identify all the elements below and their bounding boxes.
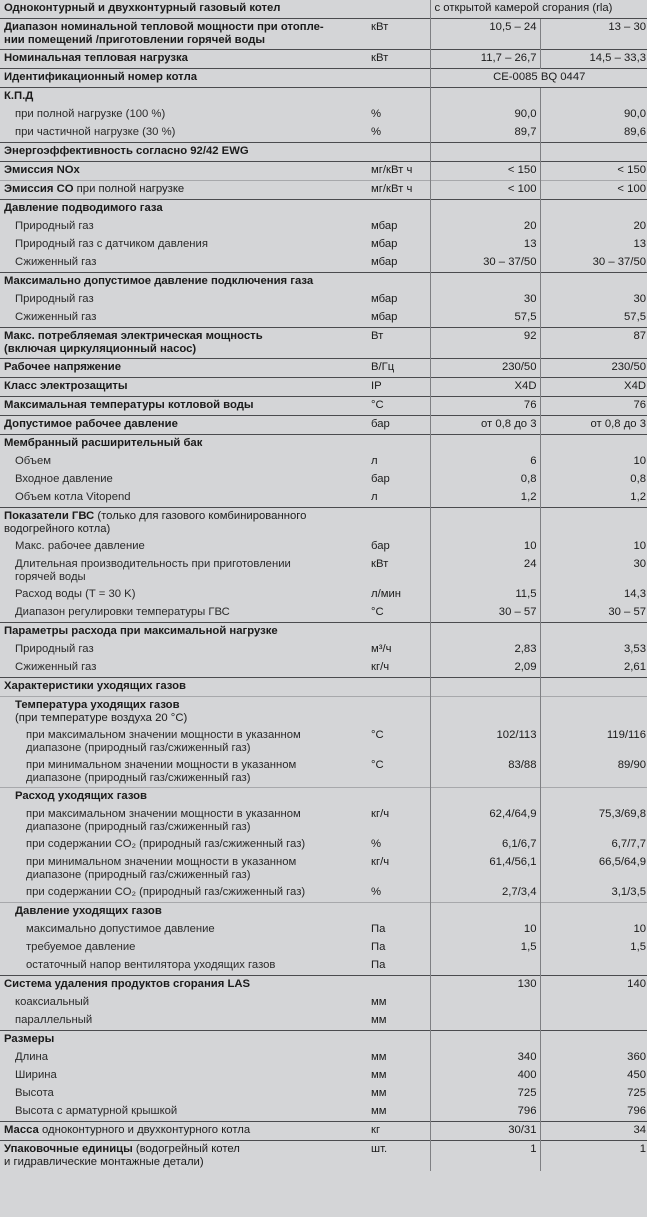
row-value-2: 10 — [540, 921, 647, 939]
row-value-2: 66,5/64,9 — [540, 854, 647, 884]
row-value-2: 30 — [540, 556, 647, 586]
row-label: Сжиженный газ — [15, 256, 97, 268]
row-label-rest: при полной нагрузке — [73, 183, 185, 195]
section-label-rest: (только для газового комбинированного — [94, 510, 307, 522]
table-row — [0, 471, 647, 489]
row-value-2: от 0,8 до 3 — [540, 416, 647, 435]
row-value-1: 24 — [430, 556, 540, 586]
row-value-2: 1 — [540, 1141, 647, 1172]
table-row — [0, 556, 647, 586]
table-row — [0, 254, 647, 273]
row-unit: мм — [371, 996, 387, 1008]
table-row — [0, 1122, 647, 1141]
row-value-1: 20 — [430, 218, 540, 236]
row-unit: мбар — [371, 238, 398, 250]
row-label: Диапазон номинальной тепловой мощности при отопле- — [4, 21, 324, 33]
row-unit: % — [371, 886, 382, 898]
row-unit: Па — [371, 941, 386, 953]
row-value-2: 119/116 — [540, 727, 647, 757]
row-value-1: 0,8 — [430, 471, 540, 489]
row-value-1: 102/113 — [430, 727, 540, 757]
section-row — [0, 273, 647, 292]
section-label: Энергоэффективность согласно 92/42 EWG — [0, 143, 367, 162]
row-unit: мбар — [371, 220, 398, 232]
table-row — [0, 378, 647, 397]
row-unit: мг/кВт ч — [367, 162, 430, 181]
section-label: Мембранный расширительный бак — [0, 435, 367, 454]
table-row — [0, 1049, 647, 1067]
row-label: Эмиссия NOx — [0, 162, 367, 181]
row-value-1 — [430, 957, 540, 976]
row-label: при минимальном значении мощности в указанном — [26, 759, 297, 771]
row-label-line2: диапазоне (природный газ/сжиженный газ) — [26, 742, 251, 754]
row-value-2: 6,7/7,7 — [540, 836, 647, 854]
table-row — [0, 124, 647, 143]
row-value-2: 10 — [540, 538, 647, 556]
table-row — [0, 359, 647, 378]
table-row — [0, 659, 647, 678]
table-row — [0, 453, 647, 471]
row-unit: % — [371, 838, 382, 850]
row-label-line2: диапазоне (природный газ/сжиженный газ) — [26, 772, 251, 784]
row-value-2: 14,3 — [540, 586, 647, 604]
row-value-2: 3,53 — [540, 641, 647, 659]
row-value-1: 62,4/64,9 — [430, 806, 540, 836]
row-value-2: 3,1/3,5 — [540, 884, 647, 903]
row-value-2: 360 — [540, 1049, 647, 1067]
row-label: Масса — [4, 1124, 39, 1136]
row-label-line2: нии помещений /приготовлении горячей воды — [4, 34, 266, 46]
row-value-1: < 150 — [430, 162, 540, 181]
row-label: Номинальная тепловая нагрузка — [0, 50, 367, 69]
row-unit: кВт — [367, 19, 430, 50]
row-label: Эмиссия CO — [4, 183, 74, 195]
row-label: Рабочее напряжение — [0, 359, 367, 378]
row-value-1: 1,2 — [430, 489, 540, 508]
table-row — [0, 218, 647, 236]
row-value-1: 2,09 — [430, 659, 540, 678]
row-unit: мг/кВт ч — [367, 181, 430, 200]
row-unit: мм — [371, 1105, 387, 1117]
row-value-2: 30 – 57 — [540, 604, 647, 623]
table-row — [0, 50, 647, 69]
row-value-1: 1 — [430, 1141, 540, 1172]
row-label: Объем — [15, 455, 51, 467]
table-row — [0, 957, 647, 976]
row-value-2: 57,5 — [540, 309, 647, 328]
row-label-line2: и гидравлические монтажные детали) — [4, 1156, 204, 1168]
subsection-row — [0, 697, 647, 728]
table-row — [0, 1141, 647, 1172]
subsection-label-line2: (при температуре воздуха 20 °C) — [15, 712, 188, 724]
table-row — [0, 1103, 647, 1122]
row-value-1: 61,4/56,1 — [430, 854, 540, 884]
row-value-1: 340 — [430, 1049, 540, 1067]
section-row — [0, 143, 647, 162]
row-unit: % — [371, 126, 382, 138]
row-value-1: 130 — [430, 976, 540, 995]
row-label: параллельный — [15, 1014, 93, 1026]
row-unit: мм — [371, 1087, 387, 1099]
table-row — [0, 162, 647, 181]
table-subtitle: с открытой камерой сгорания (rla) — [430, 0, 647, 19]
row-unit: мм — [371, 1051, 387, 1063]
table-header-row — [0, 0, 647, 19]
subsection-label: Расход уходящих газов — [0, 788, 367, 807]
row-unit: кг — [367, 1122, 430, 1141]
row-value-1: 2,7/3,4 — [430, 884, 540, 903]
row-label-rest: одноконтурного и двухконтурного котла — [38, 1124, 251, 1136]
section-row — [0, 1031, 647, 1050]
section-row — [0, 678, 647, 697]
row-unit: бар — [367, 416, 430, 435]
row-unit: л — [371, 455, 378, 467]
row-label: Входное давление — [15, 473, 113, 485]
row-value-2: 10 — [540, 453, 647, 471]
row-unit: % — [371, 108, 382, 120]
row-label: максимально допустимое давление — [26, 923, 215, 935]
row-value-2: 34 — [540, 1122, 647, 1141]
row-value-2: < 100 — [540, 181, 647, 200]
row-unit — [367, 976, 430, 995]
table-row — [0, 291, 647, 309]
table-title: Одноконтурный и двухконтурный газовый котел — [4, 2, 281, 14]
row-label: Максимальная температуры котловой воды — [0, 397, 367, 416]
subsection-row — [0, 788, 647, 807]
row-value-1: 2,83 — [430, 641, 540, 659]
row-label-rest: (водогрейный котел — [132, 1143, 240, 1155]
row-value-1: < 100 — [430, 181, 540, 200]
row-label: Система удаления продуктов сгорания LAS — [0, 976, 367, 995]
row-value-2: 87 — [540, 328, 647, 359]
row-value-2: < 150 — [540, 162, 647, 181]
row-value-2: 13 – 30 — [540, 19, 647, 50]
table-row — [0, 994, 647, 1012]
row-label: Природный газ с датчиком давления — [15, 238, 208, 250]
section-label-line2: водогрейного котла) — [4, 523, 111, 535]
row-value-2: 90,0 — [540, 106, 647, 124]
row-unit: мбар — [371, 256, 398, 268]
subsection-label: Давление уходящих газов — [0, 903, 367, 922]
row-value-2: 89/90 — [540, 757, 647, 788]
row-value-1: 30 – 37/50 — [430, 254, 540, 273]
row-value-1: 30 — [430, 291, 540, 309]
section-label: Параметры расхода при максимальной нагрузке — [0, 623, 367, 642]
table-row — [0, 884, 647, 903]
subsection-label: Температура уходящих газов — [15, 699, 180, 711]
row-value-2: 140 — [540, 976, 647, 995]
row-unit: Вт — [367, 328, 430, 359]
table-row — [0, 641, 647, 659]
row-value-2: 2,61 — [540, 659, 647, 678]
row-label: Макс. рабочее давление — [15, 540, 145, 552]
row-value-2: 13 — [540, 236, 647, 254]
row-label: Высота с арматурной крышкой — [15, 1105, 178, 1117]
row-unit: бар — [371, 473, 390, 485]
row-value-2: 1,2 — [540, 489, 647, 508]
row-value-2: 450 — [540, 1067, 647, 1085]
row-label: Объем котла Vitopend — [15, 491, 131, 503]
row-label-line2: горячей воды — [15, 571, 86, 583]
row-label: при полной нагрузке (100 %) — [15, 108, 166, 120]
row-value-1: 11,7 – 26,7 — [430, 50, 540, 69]
table-row — [0, 1067, 647, 1085]
table-row — [0, 69, 647, 88]
row-value-1: 230/50 — [430, 359, 540, 378]
row-value-1: 400 — [430, 1067, 540, 1085]
table-row — [0, 181, 647, 200]
row-value-1: 89,7 — [430, 124, 540, 143]
row-label: при максимальном значении мощности в указанном — [26, 808, 301, 820]
table-row — [0, 538, 647, 556]
row-label-line2: диапазоне (природный газ/сжиженный газ) — [26, 821, 251, 833]
row-value-1: 83/88 — [430, 757, 540, 788]
row-unit: кг/ч — [371, 856, 390, 868]
row-unit: IP — [367, 378, 430, 397]
row-value-1: 725 — [430, 1085, 540, 1103]
table-row — [0, 309, 647, 328]
row-value-1: X4D — [430, 378, 540, 397]
table-row — [0, 976, 647, 995]
row-label: Упаковочные единицы — [4, 1143, 133, 1155]
row-label: требуемое давление — [26, 941, 136, 953]
table-row — [0, 757, 647, 788]
row-value-2: 30 — [540, 291, 647, 309]
table-row — [0, 236, 647, 254]
row-value-1: 30 – 57 — [430, 604, 540, 623]
section-label: Показатели ГВС — [4, 510, 95, 522]
table-row — [0, 806, 647, 836]
row-value-1: 10,5 – 24 — [430, 19, 540, 50]
row-unit: мбар — [371, 311, 398, 323]
row-value-2: 20 — [540, 218, 647, 236]
row-value-1: 6,1/6,7 — [430, 836, 540, 854]
section-label: Давление подводимого газа — [0, 200, 367, 219]
row-value-2: 76 — [540, 397, 647, 416]
row-label: Сжиженный газ — [15, 661, 97, 673]
table-row — [0, 727, 647, 757]
row-label: при содержании CO₂ (природный газ/сжиженный газ) — [26, 886, 306, 898]
row-unit: кг/ч — [371, 808, 390, 820]
section-row — [0, 623, 647, 642]
table-row — [0, 19, 647, 50]
row-value-2 — [540, 957, 647, 976]
row-value-1: 6 — [430, 453, 540, 471]
row-value-1: 1,5 — [430, 939, 540, 957]
row-label: Высота — [15, 1087, 54, 1099]
row-label: при минимальном значении мощности в указанном — [26, 856, 297, 868]
row-unit: кг/ч — [371, 661, 390, 673]
row-value-2: 75,3/69,8 — [540, 806, 647, 836]
row-label: Длительная производительность при приготовлении — [15, 558, 291, 570]
table-row — [0, 1012, 647, 1031]
row-value-2: 89,6 — [540, 124, 647, 143]
row-label: Макс. потребляемая электрическая мощность — [4, 330, 263, 342]
row-value-1: 10 — [430, 921, 540, 939]
row-label-line2: (включая циркуляционный насос) — [4, 343, 197, 355]
row-value-1: 57,5 — [430, 309, 540, 328]
row-unit: °C — [367, 397, 430, 416]
row-value-2: 14,5 – 33,3 — [540, 50, 647, 69]
row-unit: °C — [371, 759, 384, 771]
row-value-2: 796 — [540, 1103, 647, 1122]
row-value-1: 13 — [430, 236, 540, 254]
section-row — [0, 88, 647, 107]
row-value-1: 30/31 — [430, 1122, 540, 1141]
row-value-2: 1,5 — [540, 939, 647, 957]
table-row — [0, 939, 647, 957]
row-label: Идентификационный номер котла — [0, 69, 367, 88]
row-label: остаточный напор вентилятора уходящих газов — [26, 959, 276, 971]
row-unit: м³/ч — [371, 643, 392, 655]
row-label: при максимальном значении мощности в указанном — [26, 729, 301, 741]
table-row — [0, 397, 647, 416]
row-unit: бар — [371, 540, 390, 552]
table-row — [0, 489, 647, 508]
section-label: Характеристики уходящих газов — [0, 678, 367, 697]
table-row — [0, 604, 647, 623]
row-label: коаксиальный — [15, 996, 90, 1008]
section-label: Максимально допустимое давление подключения газа — [0, 273, 367, 292]
row-label: Ширина — [15, 1069, 57, 1081]
row-value-1: 92 — [430, 328, 540, 359]
row-value-2: 725 — [540, 1085, 647, 1103]
row-label: Расход воды (T = 30 K) — [15, 588, 136, 600]
row-value-2: 230/50 — [540, 359, 647, 378]
row-unit: кВт — [367, 50, 430, 69]
row-unit: мм — [371, 1069, 387, 1081]
row-label: Сжиженный газ — [15, 311, 97, 323]
subsection-row — [0, 903, 647, 922]
section-row — [0, 435, 647, 454]
row-value-1: от 0,8 до 3 — [430, 416, 540, 435]
row-value-1: 90,0 — [430, 106, 540, 124]
row-label-line2: диапазоне (природный газ/сжиженный газ) — [26, 869, 251, 881]
row-value-1: 76 — [430, 397, 540, 416]
row-label: Диапазон регулировки температуры ГВС — [15, 606, 230, 618]
row-unit: В/Гц — [367, 359, 430, 378]
row-unit: °C — [371, 606, 384, 618]
row-unit: Па — [371, 959, 386, 971]
row-unit: шт. — [367, 1141, 430, 1172]
row-unit: мбар — [371, 293, 398, 305]
row-unit: л/мин — [371, 588, 402, 600]
row-value-span: CE-0085 BQ 0447 — [430, 69, 647, 88]
table-row — [0, 836, 647, 854]
row-value-2: 0,8 — [540, 471, 647, 489]
table-row — [0, 106, 647, 124]
table-row — [0, 1085, 647, 1103]
row-unit: °C — [371, 729, 384, 741]
section-label: К.П.Д — [0, 88, 367, 107]
row-unit: мм — [371, 1014, 387, 1026]
row-label: Природный газ — [15, 293, 94, 305]
row-unit: Па — [371, 923, 386, 935]
row-label: при содержании CO₂ (природный газ/сжиженный газ) — [26, 838, 306, 850]
row-unit: л — [371, 491, 378, 503]
row-label: при частичной нагрузке (30 %) — [15, 126, 176, 138]
row-label: Допустимое рабочее давление — [0, 416, 367, 435]
row-unit: кВт — [371, 558, 389, 570]
row-label: Природный газ — [15, 220, 94, 232]
row-label: Класс электрозащиты — [0, 378, 367, 397]
table-row — [0, 328, 647, 359]
table-row — [0, 586, 647, 604]
row-value-2: X4D — [540, 378, 647, 397]
row-value-1: 11,5 — [430, 586, 540, 604]
section-row — [0, 508, 647, 539]
row-value-1: 796 — [430, 1103, 540, 1122]
table-row — [0, 854, 647, 884]
table-row — [0, 416, 647, 435]
row-value-1: 10 — [430, 538, 540, 556]
section-row — [0, 200, 647, 219]
row-label: Природный газ — [15, 643, 94, 655]
section-label: Размеры — [0, 1031, 367, 1050]
row-label: Длина — [15, 1051, 49, 1063]
table-row — [0, 921, 647, 939]
row-value-2: 30 – 37/50 — [540, 254, 647, 273]
